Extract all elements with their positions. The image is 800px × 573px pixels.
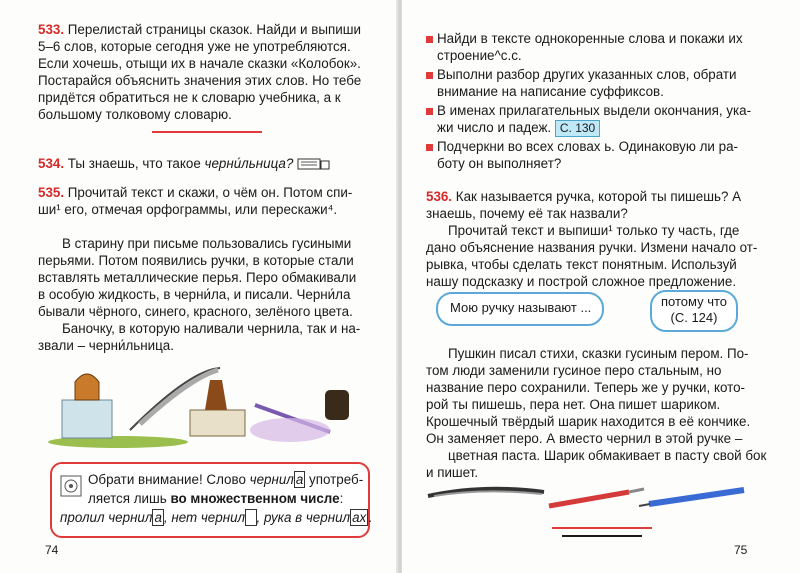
bullet-3-line-2: жи число и падеж. С. 130 xyxy=(437,119,600,137)
ex533-line-4: Постарайся объяснить значения этих слов. Но тебе xyxy=(38,73,362,88)
bullet-square xyxy=(426,72,433,79)
dictionary-icon xyxy=(297,157,331,171)
pens-illustration xyxy=(424,478,754,518)
story-line-1: В старину при письме пользовались гусиными xyxy=(62,236,352,251)
page-reference: С. 130 xyxy=(555,120,600,137)
ex536-line-2: знаешь, почему её так назвали? xyxy=(426,206,628,221)
story-line-3: вставлять металлические перья. Перо обмакивали xyxy=(38,270,357,285)
story-line-2: перьями. Потом появились ручки, в которые стали xyxy=(38,253,354,268)
story-line-7: звали – черни́льница. xyxy=(38,338,174,353)
story-line-6: Баночку, в которую наливали чернила, так и на- xyxy=(62,321,361,336)
hint-bubble-start: Мою ручку называют ... xyxy=(436,292,604,326)
story-line-1: Пушкин писал стихи, сказки гусиным пером. По- xyxy=(448,346,749,361)
page-number-right: 75 xyxy=(734,543,748,557)
ex535-line-2: ши¹ его, отмечая орфограммы, или перескажи⁴. xyxy=(38,202,338,217)
ex536-line-5: рывка, чтобы сделать текст понятным. Используй xyxy=(426,257,737,272)
inkwell-illustration xyxy=(40,360,370,450)
story-line-6: Он заменяет перо. А вместо чернил в этой ручке – xyxy=(426,431,743,446)
story-line-8: и пишет. xyxy=(426,465,479,480)
note-line-3: пролил чернил а , нет чернил , рука в чернил ах . xyxy=(60,510,372,525)
story-line-4: рой ты пишешь, пера нет. Она пишет шариком. xyxy=(426,397,721,412)
ex536-line-4: дано объяснение названия ручки. Измени начало от- xyxy=(426,240,758,255)
ex533-line-2: 5–6 слов, которые сегодня уже не употребляются. xyxy=(38,39,351,54)
ex536-line-6: нашу подсказку и построй сложное предложение. xyxy=(426,274,737,289)
ex534-line: 534. Ты знаешь, что такое черни́льница? xyxy=(38,155,331,172)
story-line-4: в особую жидкость, в черни́ла, и писали. Черни́ла xyxy=(38,287,351,302)
story-line-5: бывали чёрного, синего, красного, зелёного цвета. xyxy=(38,304,353,319)
ex536-line-3: Прочитай текст и выпиши¹ только ту часть, где xyxy=(448,223,740,238)
hint-bubble-end: потому что (С. 124) xyxy=(650,290,738,332)
section-divider-bottom xyxy=(562,535,642,537)
bullet-4-line-2: боту он выполняет? xyxy=(437,156,562,171)
ex536-line-1: 536. Как называется ручка, которой ты пишешь? А xyxy=(426,189,742,204)
bullet-square xyxy=(426,108,433,115)
bullet-4-line-1: Подчеркни во всех словах ь. Одинаковую ли ра- xyxy=(426,138,738,155)
bullet-2-line-1: Выполни разбор других указанных слов, обрати xyxy=(426,66,737,83)
bullet-square xyxy=(426,36,433,43)
section-divider-top xyxy=(552,527,652,529)
attention-icon xyxy=(60,475,82,497)
empty-ending-box xyxy=(245,509,256,526)
page-number-left: 74 xyxy=(45,543,59,557)
bullet-square xyxy=(426,144,433,151)
bullet-3-line-1: В именах прилагательных выдели окончания, ука- xyxy=(426,102,751,119)
story-line-5: Крошечный твёрдый шарик находится в её кончике. xyxy=(426,414,751,429)
note-line-1: Обрати внимание! Слово чернил а употреб- xyxy=(88,472,364,487)
story-line-3: название перо сохранили. Теперь же у ручки, кото- xyxy=(426,380,745,395)
bullet-1-line-1: Найди в тексте однокоренные слова и покажи их xyxy=(426,30,743,47)
ex535-line-1: 535. Прочитай текст и скажи, о чём он. Потом спи- xyxy=(38,185,353,200)
story-line-2: том люди заменили гусиное перо стальным, но xyxy=(426,363,722,378)
right-page xyxy=(402,0,800,573)
note-line-2: ляется лишь во множественном числе: xyxy=(88,491,344,506)
story-line-7: цветная паста. Шарик обмакивает в пасту свой бок xyxy=(448,448,767,463)
ex533-line-6: большому толковому словарю. xyxy=(38,107,232,122)
left-page xyxy=(0,0,398,573)
ex533-line-3: Если хочешь, отыщи их в начале сказки «Колобок». xyxy=(38,56,361,71)
ex533-line-1: 533. Перелистай страницы сказок. Найди и выпиши xyxy=(38,22,361,37)
ex533-line-5: придётся обратиться не к словарю учебника, а к xyxy=(38,90,341,105)
bullet-1-line-2: строение^с.с. xyxy=(437,48,522,63)
section-divider xyxy=(152,131,262,133)
bullet-2-line-2: внимание на написание суффиксов. xyxy=(437,84,664,99)
